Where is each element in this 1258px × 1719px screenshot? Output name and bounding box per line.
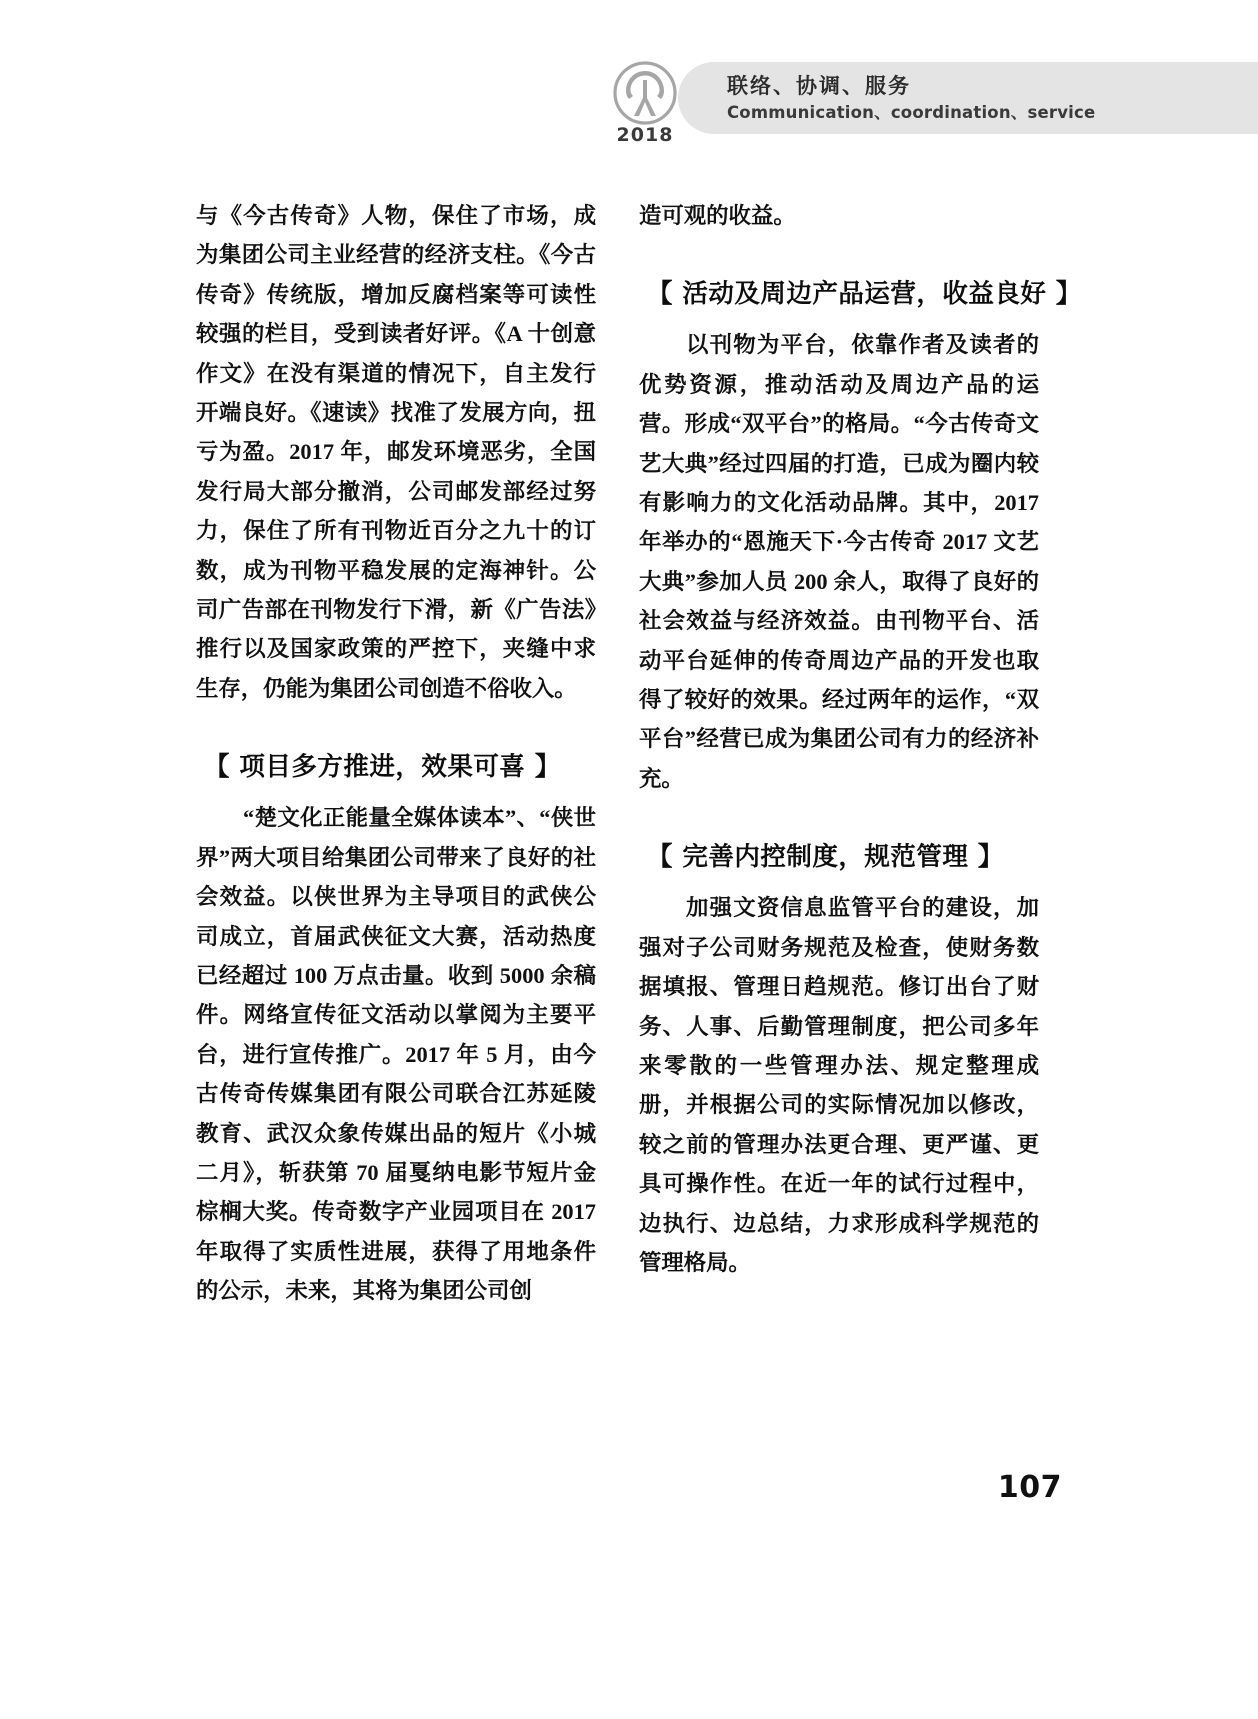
header-logo-group	[612, 60, 688, 160]
paragraph-continued-right: 造可观的收益。	[639, 203, 796, 228]
section-heading-internal-control: 【 完善内控制度，规范管理 】	[647, 842, 1004, 873]
spacer	[639, 311, 1039, 325]
spacer	[639, 798, 1039, 840]
left-column	[196, 196, 596, 1311]
logo-year-label: 2018	[616, 124, 674, 146]
paragraph-continued-left: 与《今古传奇》人物，保住了市场，成为集团公司主业经营的经济支柱。《今古传奇》传统版，增加反腐档案等可读性较强的栏目，受到读者好评。《A 十创意作文》在没有渠道的情况下，自主发行开端良好。《速读》找准了发展方向，扭亏为盈。2017 年，邮发环境恶劣，全国发行局大部分撤消，公司邮发部经过努力，保住了所有刊物近百分之九十的订数，成为刊物平稳发展的定海神针。公司广告部在刊物发行下滑，新《广告法》推行以及国家政策的严控下，夹缝中求生存，仍能为集团公司创造不俗收入。	[196, 203, 596, 701]
spacer	[196, 708, 596, 750]
paragraph-internal-control: 加强文资信息监管平台的建设，加强对子公司财务规范及检查，使财务数据填报、管理日趋规范。修订出台了财务、人事、后勤管理制度，把公司多年来零散的一些管理办法、规定整理成册，并根据公司的实际情况加以修改，较之前的管理办法更合理、更严谨、更具可操作性。在近一年的试行过程中，边执行、边总结，力求形成科学规范的管理格局。	[639, 895, 1039, 1275]
header-title-en: Communication、coordination、service	[727, 103, 1096, 122]
paragraph-projects: “楚文化正能量全媒体读本”、“侠世界”两大项目给集团公司带来了良好的社会效益。以侠世界为主导项目的武侠公司成立，首届武侠征文大赛，活动热度已经超过 100 万点击量。收到 5000 余稿件。网络宣传征文活动以掌阅为主要平台，进行宣传推广。2017 年 5 月，由今古传奇传媒集团有限公司联合江苏延陵教育、武汉众象传媒出品的短片《小城二月》，斩获第 70 届戛纳电影节短片金棕榈大奖。传奇数字产业园项目在 2017 年取得了实质性进展，获得了用地条件的公示，未来，其将为集团公司创	[196, 805, 596, 1304]
paragraph-activities: 以刊物为平台，依靠作者及读者的优势资源，推动活动及周边产品的运营。形成“双平台”的格局。“今古传奇文艺大典”经过四届的打造，已成为圈内较有影响力的文化活动品牌。其中，2017 年举办的“恩施天下·今古传奇 2017 文艺大典”参加人员 200 余人，取得了良好的社会效益与经济效益。由刊物平台、活动平台延伸的传奇周边产品的开发也取得了较好的效果。经过两年的运作，“双平台”经营已成为集团公司有力的经济补充。	[639, 332, 1039, 791]
header-title-group	[727, 73, 1095, 125]
page-header	[0, 62, 1258, 146]
section-heading-internal-control-wrap	[639, 840, 1039, 874]
header-title-cn: 联络、协调、服务	[727, 74, 911, 98]
gujinchuanqi-logo-icon	[612, 60, 678, 126]
section-heading-activities: 【 活动及周边产品运营，收益良好 】	[647, 279, 1082, 310]
right-column	[639, 196, 1082, 1282]
spacer	[639, 235, 1039, 277]
spacer	[639, 874, 1039, 888]
spacer	[196, 784, 596, 798]
page-number: 107	[997, 1470, 1062, 1505]
section-heading-projects: 【 项目多方推进，效果可喜 】	[204, 752, 561, 783]
section-heading-projects-wrap	[196, 750, 596, 784]
section-heading-activities-wrap	[639, 277, 1082, 311]
